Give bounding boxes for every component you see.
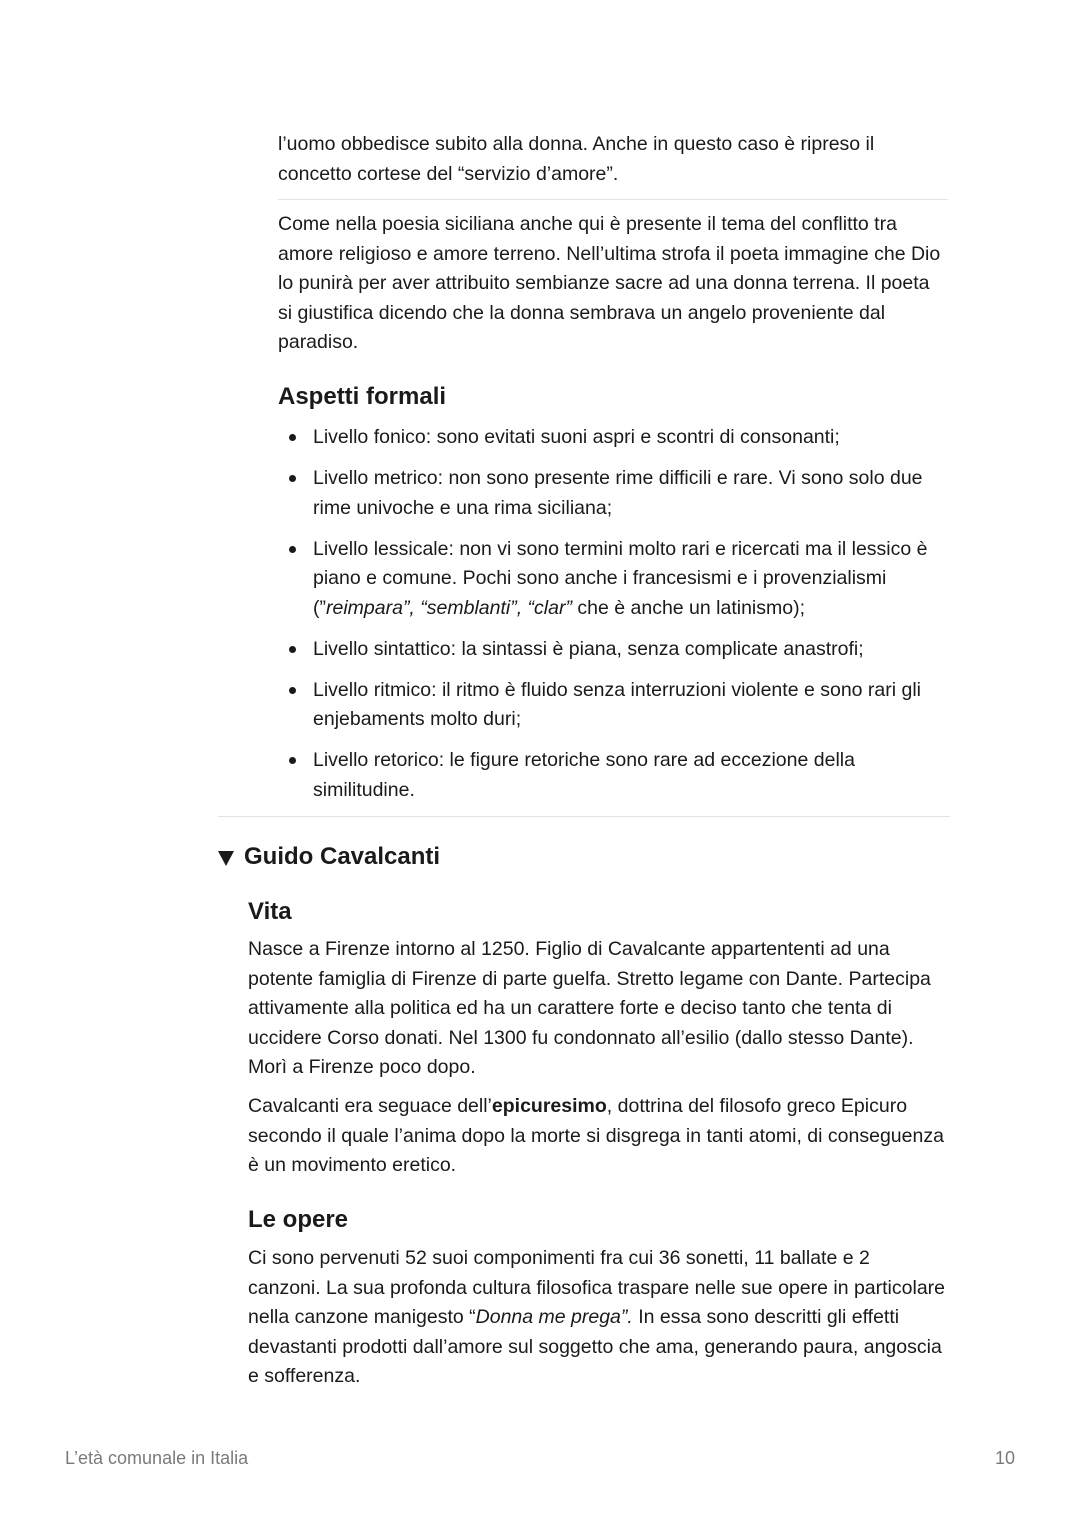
text-line: amore religioso e amore terreno. Nell’ultima strofa il poeta immagine che Dio: [278, 242, 941, 265]
paragraph-conflitto: [278, 210, 940, 358]
bullet-list-aspetti: [278, 423, 958, 817]
text-line: concetto cortese del “servizio d’amore”.: [278, 162, 619, 185]
text-run: In essa sono descritti gli effetti: [632, 1306, 900, 1328]
italic-text: Donna me prega”.: [475, 1306, 633, 1328]
text-line: [248, 1303, 945, 1333]
text-line: Livello ritmico: il ritmo è fluido senza interruzioni violente e sono rari gli: [313, 678, 922, 701]
text-run: (”: [313, 596, 326, 619]
list-item: [278, 423, 958, 453]
bold-text: epicuresimo: [491, 1095, 607, 1117]
triangle-down-icon[interactable]: [218, 851, 234, 866]
text-line: Livello metrico: non sono presente rime difficili e rare. Vi sono solo due: [313, 467, 923, 489]
text-run: , dottrina del filosofo greco Epicuro: [606, 1095, 908, 1117]
text-run: nella canzone manigesto “: [248, 1306, 476, 1328]
text-line: Ci sono pervenuti 52 suoi componimenti fra cui 36 sonetti, 11 ballate e 2: [248, 1247, 870, 1269]
text-line: enjebaments molto duri;: [313, 708, 522, 730]
text-line: similitudine.: [313, 778, 415, 801]
text-line: Livello retorico: le figure retoriche sono rare ad eccezione della: [313, 749, 855, 771]
text-line: lo punirà per aver attribuito sembianze sacre ad una donna terrena. Il poeta: [278, 272, 930, 294]
text-line: Livello sintattico: la sintassi è piana, senza complicate anastrofi;: [313, 637, 864, 660]
text-line: Morì a Firenze poco dopo.: [248, 1056, 476, 1078]
text-line: paradiso.: [278, 331, 359, 353]
list-item: [278, 535, 958, 624]
footer-document-title: L’età comunale in Italia: [65, 1448, 249, 1468]
toggle-guido-cavalcanti[interactable]: [218, 841, 440, 873]
bullet-icon: [289, 434, 296, 441]
italic-text: reimpara”, “semblanti”, “clar”: [326, 596, 572, 619]
text-line: e sofferenza.: [248, 1365, 361, 1387]
text-line: si giustifica dicendo che la donna sembrava un angelo proveniente dal: [278, 301, 886, 324]
bullet-icon: [289, 687, 296, 694]
text-line: canzoni. La sua profonda cultura filosofica traspare nelle sue opere in particolare: [248, 1276, 946, 1299]
text-line: uccidere Corso donati. Nel 1300 fu condonnato all’esilio (dallo stesso Dante).: [248, 1026, 914, 1049]
footer-page-number: 10: [994, 1448, 1015, 1468]
text-line: potente famiglia di Firenze di parte guelfa. Stretto legame con Dante. Partecipa: [248, 967, 931, 990]
text-line: Come nella poesia siciliana anche qui è presente il tema del conflitto tra: [278, 213, 897, 235]
heading-le-opere: Le opere: [248, 1206, 349, 1233]
list-item: [278, 464, 958, 523]
text-line: Livello fonico: sono evitati suoni aspri e scontri di consonanti;: [313, 426, 840, 448]
text-line: rime univoche e una rima siciliana;: [313, 496, 613, 519]
paragraph-opere: [248, 1244, 945, 1392]
text-line: [248, 1092, 944, 1122]
divider: [278, 199, 948, 200]
heading-aspetti-formali: Aspetti formali: [278, 383, 447, 410]
list-item: [278, 635, 958, 665]
text-line: secondo il quale l’anima dopo la morte si disgrega in tanti atomi, di conseguenza: [248, 1124, 944, 1147]
text-line: è un movimento eretico.: [248, 1154, 457, 1176]
text-line: [313, 594, 958, 624]
heading-vita: Vita: [248, 898, 292, 925]
paragraph-vita: [248, 935, 931, 1083]
text-line: Livello lessicale: non vi sono termini molto rari e ricercati ma il lessico è: [313, 537, 928, 560]
divider: [218, 816, 950, 817]
bullet-icon: [289, 546, 296, 553]
text-line: devastanti prodotti dall’amore sul soggetto che ama, generando paura, angoscia: [248, 1335, 942, 1358]
text-line: attivamente alla politica ed ha un carattere forte e deciso tanto che tenta di: [248, 997, 892, 1019]
text-run: che è anche un latinismo);: [571, 596, 806, 619]
paragraph-epicuresimo: [248, 1092, 944, 1181]
text-line: l’uomo obbedisce subito alla donna. Anche in questo caso è ripreso il: [278, 133, 875, 155]
toggle-title: Guido Cavalcanti: [244, 843, 441, 870]
paragraph-servizio-amore: [278, 130, 874, 189]
text-run: Cavalcanti era seguace dell’: [248, 1095, 492, 1117]
text-line: piano e comune. Pochi sono anche i francesismi e i provenzialismi: [313, 567, 887, 589]
bullet-icon: [289, 757, 296, 764]
list-item: [278, 676, 958, 735]
bullet-icon: [289, 475, 296, 482]
text-line: Nasce a Firenze intorno al 1250. Figlio di Cavalcante appartententi ad una: [248, 938, 890, 960]
bullet-icon: [289, 646, 296, 653]
list-item: [278, 746, 958, 805]
